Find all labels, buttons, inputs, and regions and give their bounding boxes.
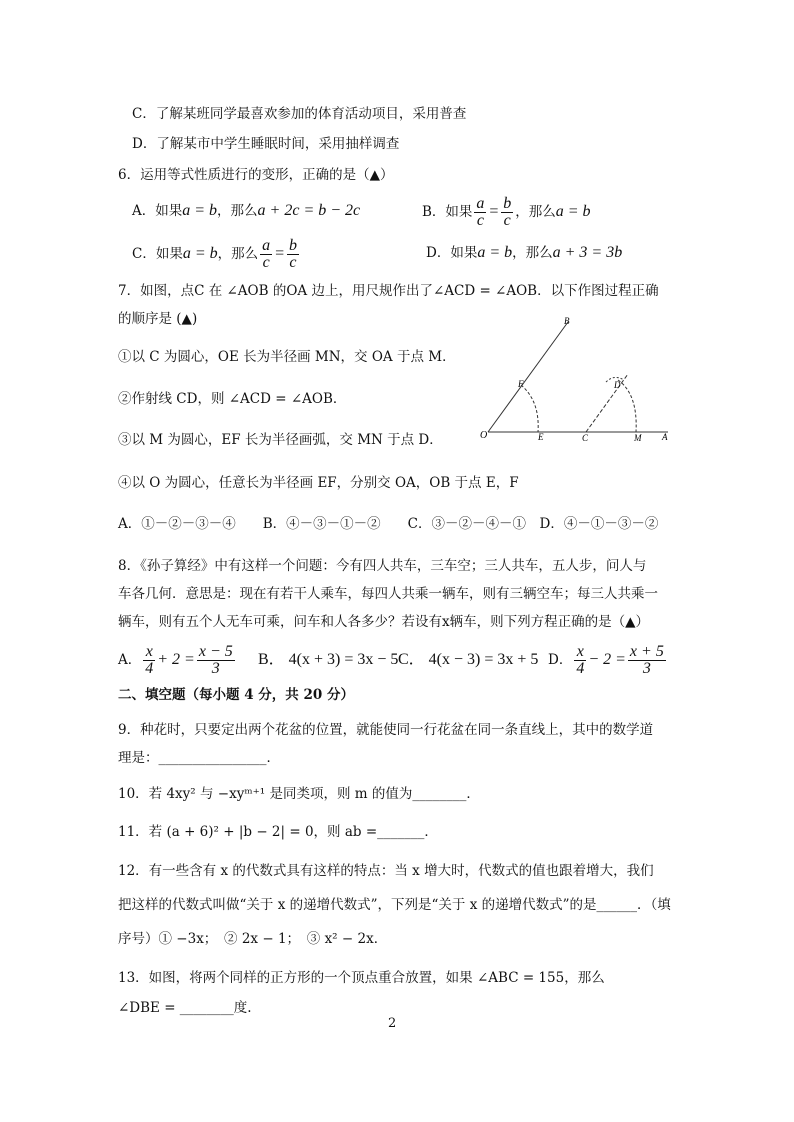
q6-a-prefix: A．如果 xyxy=(132,203,183,219)
q6-b-fraction-2 xyxy=(501,196,513,229)
q6-c-f2-num: b xyxy=(288,237,297,254)
ray-ob xyxy=(488,322,568,432)
q6-b-eq: = xyxy=(488,203,500,220)
q8-a-f1-num: x xyxy=(143,644,155,661)
q13-line2: ∠DBE = ________度. xyxy=(118,1000,252,1016)
q6-option-b xyxy=(422,196,591,229)
label-d: D xyxy=(614,380,621,390)
q8-a-f1-den: 4 xyxy=(145,660,154,677)
label-m: M xyxy=(634,433,642,443)
q6-option-c xyxy=(132,238,301,271)
q6-d-mid: ，那么 xyxy=(512,245,553,261)
q6-d-result: a + 3 = 3b xyxy=(552,244,623,261)
q5-option-c: C．了解某班同学最喜欢参加的体育活动项目，采用普查 xyxy=(132,106,467,122)
q6-option-a xyxy=(132,201,360,221)
q10: 10．若 4xy² 与 −xyᵐ⁺¹ 是同类项，则 m 的值为________． xyxy=(118,786,480,802)
q12-line3: 序号）① −3x； ② 2x − 1； ③ x² − 2x． xyxy=(118,931,388,947)
q8-line1: 8．《孙子算经》中有这样一个问题：今有四人共车，三车空；三人共车，五人步，问人与 xyxy=(118,558,647,574)
q8-d-fraction-2 xyxy=(628,644,666,677)
arc-mn xyxy=(618,380,636,432)
q8-option-a xyxy=(118,644,237,677)
q6-d-condition: a = b xyxy=(477,244,513,261)
ray-cd xyxy=(586,374,628,432)
q7-options: A．①－②－③－④ B．④－③－①－② C．③－②－④－① D．④－①－③－② xyxy=(118,516,659,532)
q7-step-2: ②作射线 CD，则 ∠ACD = ∠AOB． xyxy=(118,391,347,407)
q8-line2: 车各几何．意思是：现在有若干人乘车，每四人共乘一辆车，则有三辆空车；每三人共乘一 xyxy=(118,586,658,602)
q6-c-fraction-1 xyxy=(260,238,272,271)
q8-d-fraction-1 xyxy=(574,644,586,677)
q6-a-result: a + 2c = b − 2c xyxy=(257,202,361,219)
q6-b-f1-num: a xyxy=(476,195,485,212)
label-e: E xyxy=(538,432,544,442)
q6-b-mid: ，那么 xyxy=(515,204,556,220)
q6-c-eq: = xyxy=(274,245,285,262)
q6-c-f2-den: c xyxy=(289,254,297,271)
q6-stem: 6．运用等式性质进行的变形，正确的是（▲） xyxy=(118,167,394,183)
label-f: F xyxy=(518,379,524,389)
q7-stem-line1: 7．如图，点C 在 ∠AOB 的OA 边上，用尺规作出了∠ACD = ∠AOB．以下作图过程正确 xyxy=(118,283,659,299)
page-number: 2 xyxy=(388,1016,397,1031)
q8-a-f2-num: x − 5 xyxy=(198,643,233,660)
q6-c-fraction-2 xyxy=(287,238,299,271)
q6-b-f2-den: c xyxy=(503,212,511,229)
q8-option-b: B． 4(x + 3) = 3x − 5 xyxy=(258,651,399,668)
q6-c-prefix: C．如果 xyxy=(132,246,183,262)
q6-c-f1-den: c xyxy=(262,254,270,271)
q8-d-f2-num: x + 5 xyxy=(629,643,664,660)
q8-d-mid: − 2 = xyxy=(588,651,626,668)
label-b: B xyxy=(564,316,570,326)
q7-stem-line2: 的顺序是 (▲) xyxy=(118,311,198,327)
q8-option-c: C． 4(x − 3) = 3x + 5 xyxy=(398,651,539,668)
q12-line1: 12．有一些含有 x 的代数式具有这样的特点：当 x 增大时，代数式的值也跟着增大，我们 xyxy=(118,863,654,879)
label-o: O xyxy=(480,430,488,441)
q11: 11．若 (a + 6)² + |b − 2| = 0，则 ab =_______． xyxy=(118,824,438,840)
arc-ef xyxy=(521,385,538,432)
q6-b-f1-den: c xyxy=(476,212,484,229)
section-2-title: 二、填空题（每小题 4 分，共 20 分） xyxy=(118,687,354,703)
q7-construction-figure xyxy=(478,316,674,444)
q6-b-result: a = b xyxy=(555,203,591,220)
q8-d-f2-den: 3 xyxy=(642,660,651,677)
q8-d-label: D． xyxy=(548,652,573,668)
q8-a-f2-den: 3 xyxy=(211,660,220,677)
q5-option-d: D．了解某市中学生睡眠时间，采用抽样调查 xyxy=(132,136,400,152)
q6-b-prefix: B．如果 xyxy=(422,204,473,220)
q6-b-f2-num: b xyxy=(503,195,512,212)
q8-d-f1-num: x xyxy=(574,644,586,661)
q8-option-d xyxy=(548,644,668,677)
q8-a-mid: + 2 = xyxy=(157,651,195,668)
q7-step-1: ①以 C 为圆心，OE 长为半径画 MN，交 OA 于点 M． xyxy=(118,349,456,365)
q8-a-fraction-2 xyxy=(197,644,235,677)
q6-c-f1-num: a xyxy=(262,237,271,254)
q6-c-condition: a = b xyxy=(182,245,218,262)
q13-line1: 13．如图，将两个同样的正方形的一个顶点重合放置，如果 ∠ABC = 155，那么 xyxy=(118,970,605,986)
q12-line2: 把这样的代数式叫做“关于 x 的递增代数式”，下列是“关于 x 的递增代数式”的是______．（填 xyxy=(118,897,671,913)
q7-step-4: ④以 O 为圆心，任意长为半径画 EF，分别交 OA，OB 于点 E，F xyxy=(118,475,519,491)
q6-b-fraction-1 xyxy=(474,196,486,229)
q7-step-3: ③以 M 为圆心，EF 长为半径画弧，交 MN 于点 D． xyxy=(118,432,443,448)
label-a: A xyxy=(662,432,668,442)
q8-a-label: A． xyxy=(118,652,142,668)
q6-option-d xyxy=(426,243,622,263)
q6-d-prefix: D．如果 xyxy=(426,245,478,261)
q6-a-mid: ，那么 xyxy=(217,203,258,219)
q8-line3: 辆车，则有五个人无车可乘，问车和人各多少？若设有x辆车，则下列方程正确的是（▲） xyxy=(118,614,649,630)
q8-a-fraction-1 xyxy=(143,644,155,677)
q9-line2: 理是：________________． xyxy=(118,750,280,766)
q6-a-condition: a = b xyxy=(182,202,218,219)
q9-line1: 9．种花时，只要定出两个花盆的位置，就能使同一行花盆在同一条直线上，其中的数学道 xyxy=(118,722,654,738)
q6-c-mid: ，那么 xyxy=(217,246,259,262)
label-c: C xyxy=(582,433,589,443)
q8-d-f1-den: 4 xyxy=(576,660,585,677)
